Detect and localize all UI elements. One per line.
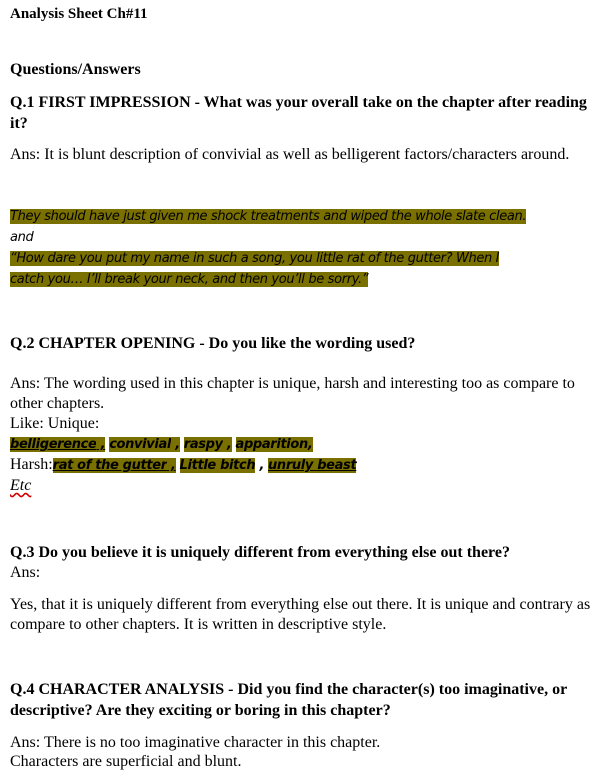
harsh-word: Little bitch	[179, 458, 256, 473]
section-title: Questions/Answers	[10, 61, 141, 78]
quote-connector: and	[10, 230, 34, 245]
answer-3: Yes, that it is uniquely different from everything else out there. It is unique and contrary as compare to other chapters. It is written in descriptive style.	[10, 596, 591, 633]
harsh-word: rat of the gutter	[52, 458, 167, 473]
harsh-label: Harsh:	[10, 456, 53, 473]
harsh-word: unruly beast	[268, 458, 357, 473]
unique-word: convivial	[109, 437, 172, 452]
unique-word: raspy	[183, 437, 223, 452]
answer-1: Ans: It is blunt description of convivial as well as belligerent factors/characters around.	[10, 146, 570, 163]
quote-2-line-1: “How dare you put my name in such a song, you little rat of the gutter? When I	[10, 251, 500, 266]
document-title: Analysis Sheet Ch#11	[10, 6, 148, 22]
question-4: Q.4 CHARACTER ANALYSIS - Did you find the character(s) too imaginative, or descriptive? Are they exciting or boring in this chapter?	[10, 681, 567, 719]
like-unique-label: Like: Unique:	[10, 415, 100, 432]
quote-block	[10, 206, 594, 290]
quote-2-line-2: catch you… I’ll break your neck, and then you’ll be sorry.”	[10, 272, 369, 287]
quote-1: They should have just given me shock treatments and wiped the whole slate clean.	[10, 209, 527, 224]
unique-word: apparition	[235, 437, 308, 452]
unique-word: belligerence	[10, 437, 97, 452]
answer-3-label: Ans:	[10, 564, 41, 581]
question-3: Q.3 Do you believe it is uniquely different from everything else out there?	[10, 544, 510, 561]
answer-4-line-2: Characters are superficial and blunt.	[10, 753, 242, 770]
answer-4-line-1: Ans: There is no too imaginative character in this chapter.	[10, 734, 381, 751]
harsh-words-line: Harsh:rat of the gutter , Little bitch , unruly beast	[10, 456, 357, 473]
question-2: Q.2 CHAPTER OPENING - Do you like the wording used?	[10, 335, 416, 352]
unique-words-line: belligerence , convivial , raspy , apparition,	[10, 437, 313, 452]
answer-2: Ans: The wording used in this chapter is unique, harsh and interesting too as compare to other chapters.	[10, 375, 575, 412]
question-1: Q.1 FIRST IMPRESSION - What was your overall take on the chapter after reading it?	[10, 94, 587, 132]
etc-text: Etc	[10, 477, 32, 494]
